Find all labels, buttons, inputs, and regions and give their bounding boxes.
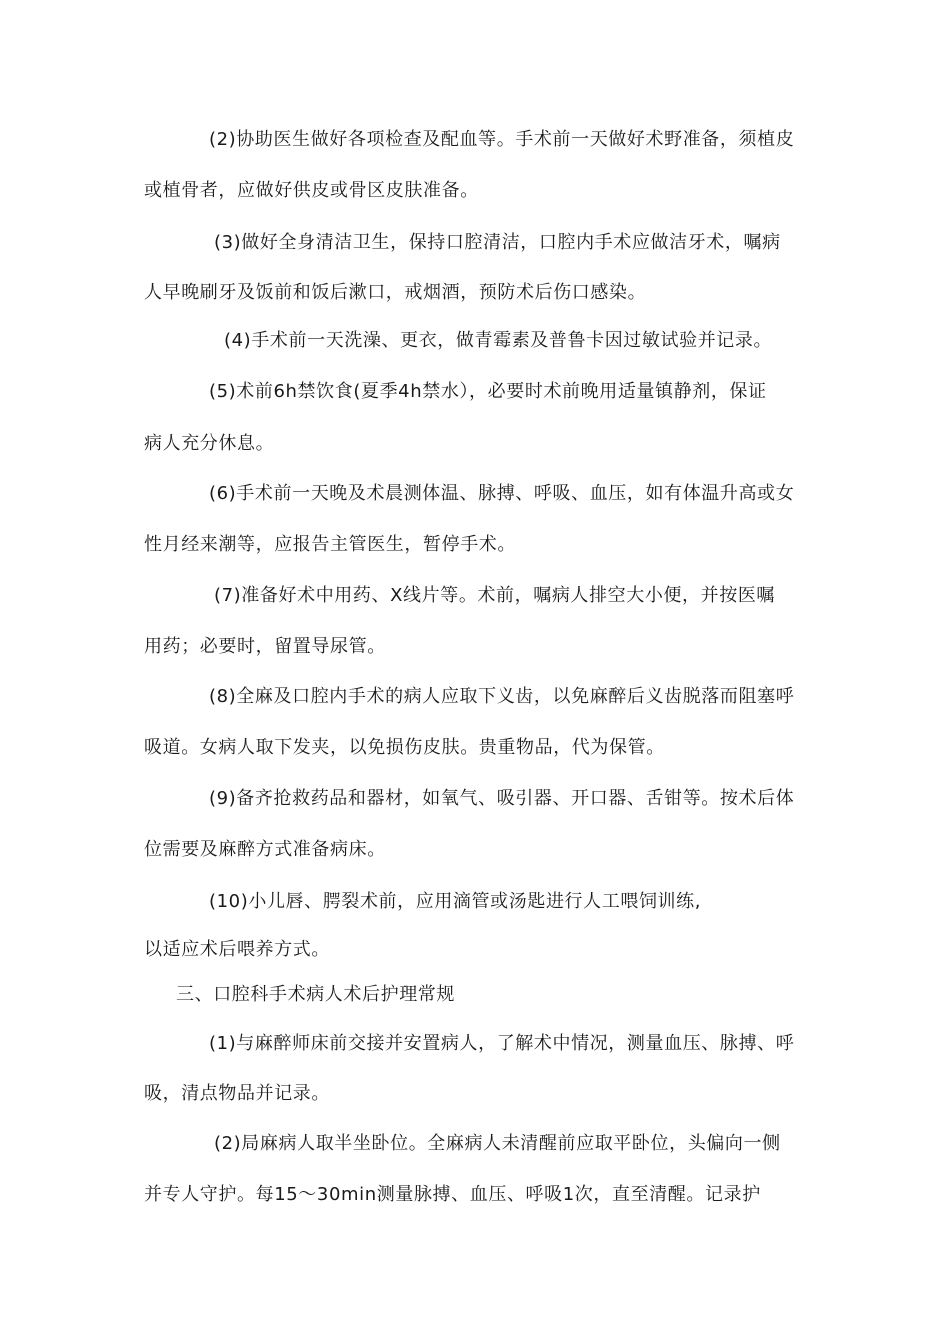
paragraph-2-line-2: 或植骨者，应做好供皮或骨区皮肤准备。 xyxy=(144,180,479,201)
paragraph-7-line-2: 用药；必要时，留置导尿管。 xyxy=(144,636,386,657)
paragraph-2-line-1: (2)协助医生做好各项检查及配血等。手术前一天做好术野准备，须植皮 xyxy=(209,129,795,150)
post-op-paragraph-2-line-2: 并专人守护。每15〜30min测量脉搏、血压、呼吸1次，直至清醒。记录护 xyxy=(144,1184,761,1205)
paragraph-8-line-2: 吸道。女病人取下发夹，以免损伤皮肤。贵重物品，代为保管。 xyxy=(144,737,665,758)
paragraph-8-line-1: (8)全麻及口腔内手术的病人应取下义齿，以免麻醉后义齿脱落而阻塞呼 xyxy=(209,686,795,707)
post-op-paragraph-1-line-1: (1)与麻醉师床前交接并安置病人，了解术中情况，测量血压、脉搏、呼 xyxy=(209,1033,795,1054)
paragraph-4-line-1: (4)手术前一天洗澡、更衣，做青霉素及普鲁卡因过敏试验并记录。 xyxy=(224,330,773,351)
section-heading: 三、口腔科手术病人术后护理常规 xyxy=(176,984,455,1005)
paragraph-9-line-1: (9)备齐抢救药品和器材，如氧气、吸引器、开口器、舌钳等。按术后体 xyxy=(209,788,795,809)
paragraph-10-line-2: 以适应术后喂养方式。 xyxy=(144,939,330,960)
paragraph-5-line-1: (5)术前6h禁饮食(夏季4h禁水），必要时术前晚用适量镇静剂，保证 xyxy=(209,381,767,402)
paragraph-7-line-1: (7)准备好术中用药、X线片等。术前，嘱病人排空大小便，并按医嘱 xyxy=(214,585,776,606)
post-op-paragraph-2-line-1: (2)局麻病人取半坐卧位。全麻病人未清醒前应取平卧位，头偏向一侧 xyxy=(214,1133,781,1154)
paragraph-6-line-1: (6)手术前一天晚及术晨测体温、脉搏、呼吸、血压，如有体温升高或女 xyxy=(209,483,795,504)
paragraph-9-line-2: 位需要及麻醉方式准备病床。 xyxy=(144,839,386,860)
paragraph-5-line-2: 病人充分休息。 xyxy=(144,433,275,454)
paragraph-3-line-2: 人早晚刷牙及饭前和饭后漱口，戒烟酒，预防术后伤口感染。 xyxy=(144,282,647,303)
paragraph-3-line-1: (3)做好全身清洁卫生，保持口腔清洁，口腔内手术应做洁牙术，嘱病 xyxy=(214,232,781,253)
post-op-paragraph-1-line-2: 吸，清点物品并记录。 xyxy=(144,1083,330,1104)
paragraph-6-line-2: 性月经来潮等，应报告主管医生，暂停手术。 xyxy=(144,534,516,555)
paragraph-10-line-1: (10)小儿唇、腭裂术前，应用滴管或汤匙进行人工喂饲训练, xyxy=(209,891,702,912)
